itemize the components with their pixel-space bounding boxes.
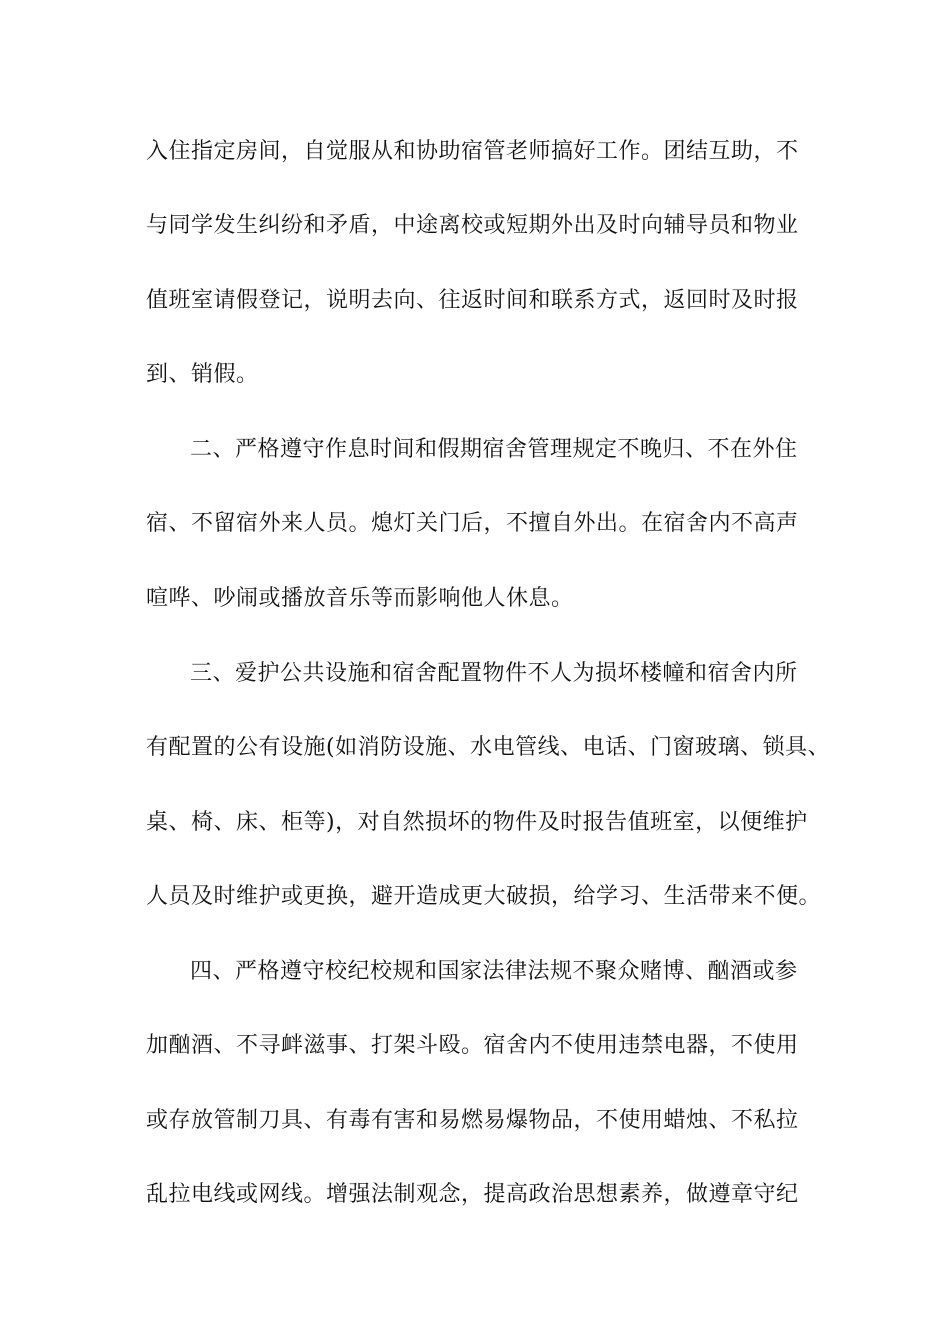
text-line-13: 加酗酒、不寻衅滋事、打架斗殴。宿舍内不使用违禁电器，不使用 (146, 1033, 799, 1058)
text-line-7: 喧哗、吵闹或播放音乐等而影响他人休息。 (146, 586, 574, 611)
text-line-12: 四、严格遵守校纪校规和国家法律法规不聚众赌博、酗酒或参 (190, 959, 798, 984)
text-line-8: 三、爱护公共设施和宿舍配置物件不人为损坏楼幢和宿舍内所 (190, 661, 798, 686)
text-line-10: 桌、椅、床、柜等)，对自然损坏的物件及时报告值班室，以便维护 (146, 810, 808, 835)
text-line-5: 二、严格遵守作息时间和假期宿舍管理规定不晚归、不在外住 (190, 437, 798, 462)
text-line-1: 入住指定房间，自觉服从和协助宿管老师搞好工作。团结互助，不 (146, 139, 799, 164)
text-line-4: 到、销假。 (146, 362, 259, 387)
text-line-9: 有配置的公有设施(如消防设施、水电管线、电话、门窗玻璃、锁具、 (146, 735, 831, 760)
text-line-14: 或存放管制刀具、有毒有害和易燃易爆物品，不使用蜡烛、不私拉 (146, 1108, 799, 1133)
text-line-11: 人员及时维护或更换，避开造成更大破损，给学习、生活带来不便。 (146, 884, 822, 909)
text-line-15: 乱拉电线或网线。增强法制观念，提高政治思想素养，做遵章守纪 (146, 1182, 799, 1207)
text-line-2: 与同学发生纠纷和矛盾，中途离校或短期外出及时向辅导员和物业 (146, 213, 799, 238)
text-line-3: 值班室请假登记，说明去向、往返时间和联系方式，返回时及时报 (146, 288, 799, 313)
text-line-6: 宿、不留宿外来人员。熄灯关门后，不擅自外出。在宿舍内不高声 (146, 511, 799, 536)
